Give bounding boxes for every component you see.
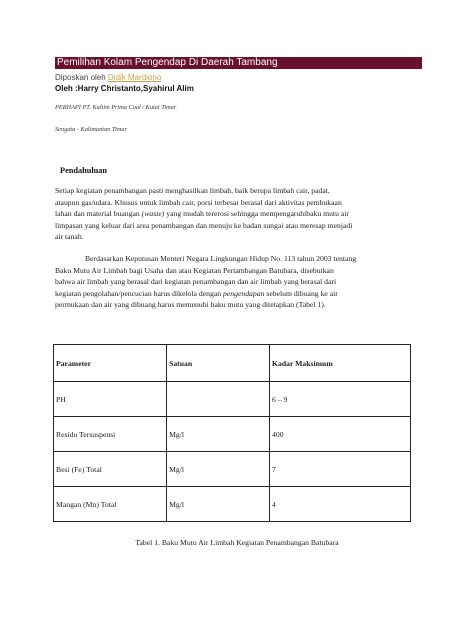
paragraph-line: ataupun gas/udara. Khusus untuk limbah cair, porsi terbesar berasal dari aktivitas pembukaan [55, 197, 342, 207]
paragraph-italic: (waste) [141, 209, 165, 218]
paragraph-line: Setiap kegiatan penambangan pasti menghasilkan limbah, baik berupa limbah cair, padat, [55, 186, 330, 195]
location-text: Sengata - Kalimantan Timur [55, 126, 127, 133]
table-row [54, 417, 411, 452]
paragraph-line: Baku Mutu Air Limbah bagi Usaha dan atau Kegiatan Pertambangan Batubara, disebutkan [55, 265, 334, 275]
author-link[interactable]: Didik Mardiono [107, 73, 162, 82]
table-cell: Besi (Fe) Total [54, 452, 167, 487]
table-header: Satuan [167, 345, 270, 382]
paragraph-regulation [55, 253, 421, 311]
table-cell: 7 [270, 452, 411, 487]
affiliation-text: PERHAPI PT. Kaltim Prima Coal / Kutai Timur [55, 104, 177, 111]
table-cell [167, 382, 270, 417]
table-row [54, 452, 411, 487]
paragraph-line: bahwa air limbah yang berasal dari kegiatan penambangan dan air limbah yang berasal dari [55, 277, 337, 286]
paragraph-line: Berdasarkan Keputusan Menteri Negara Lingkungan Hidup No. 113 tahun 2003 tentang [85, 254, 357, 263]
table-header: Parameter [54, 345, 167, 382]
paragraph-segment: kegiatan pengolahan/pencucian harus dikelola dengan [55, 288, 223, 298]
table-cell: 4 [270, 487, 411, 522]
table-cell: Mangan (Mn) Total [54, 487, 167, 522]
paragraph-line [55, 288, 421, 300]
quality-standard-table [53, 344, 411, 522]
authors-line: Oleh :Harry Christanto,Syahirul Alim [55, 84, 194, 93]
paragraph-segment: lahan dan material buangan [55, 209, 142, 218]
table-cell: 400 [270, 417, 411, 452]
table-cell: Mg/l [167, 487, 270, 522]
paragraph-segment: sebelum dibuang ke air [264, 288, 338, 298]
table-cell: Mg/l [167, 452, 270, 487]
paragraph-intro [55, 185, 421, 243]
table-cell: PH [54, 382, 167, 417]
paragraph-segment: yang mudah tererosi sehingga mempengaruhibaku mutu air [164, 209, 349, 218]
table-cell: Residu Tersuspensi [54, 417, 167, 452]
paragraph-italic: pengendapan [223, 288, 265, 298]
paragraph-line: air tanah. [55, 232, 84, 241]
table-row [54, 382, 411, 417]
table-caption: Tabel 1. Baku Mutu Air Limbah Kegiatan Penambangan Batubara [135, 538, 339, 547]
table-cell: Mg/l [167, 417, 270, 452]
posted-by-line [55, 73, 161, 82]
table-header: Kadar Maksimum [270, 345, 411, 382]
table-row [54, 487, 411, 522]
table-cell: 6 – 9 [270, 382, 411, 417]
paragraph-line: limpasan yang keluar dari area penambangan dan menuju ke badan sungai atau meresap menjadi [55, 220, 353, 230]
posted-by-prefix: Diposkan oleh [55, 73, 108, 82]
paragraph-line: permukaan dan air yang dibuang harus memenuhi baku mutu yang ditetapkan (Tabel 1). [55, 300, 326, 309]
post-title: Pemilihan Kolam Pengendap Di Daerah Tambang [55, 57, 422, 69]
table-header-row [54, 345, 411, 382]
paragraph-line [55, 208, 421, 220]
section-heading: Pendahuluan [60, 166, 108, 175]
